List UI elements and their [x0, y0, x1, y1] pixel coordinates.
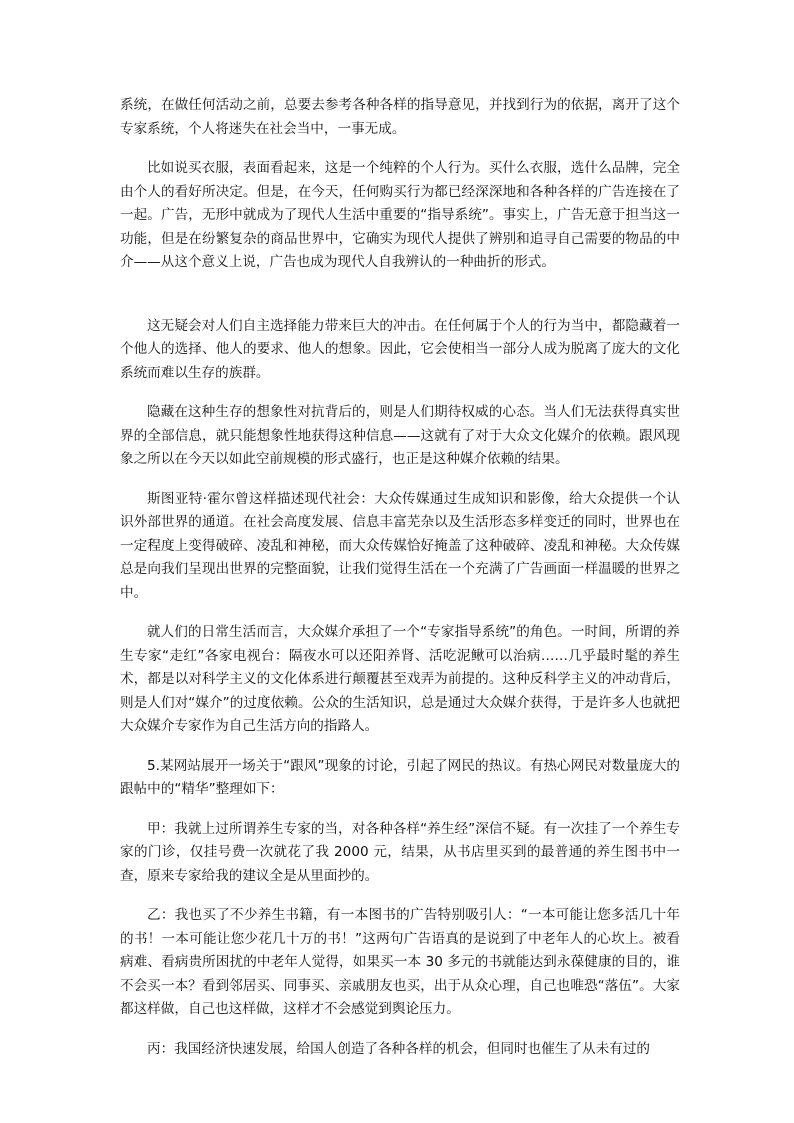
comment-bing: 丙：我国经济快速发展，给国人创造了各种各样的机会，但同时也催生了从未有过的 — [147, 1040, 650, 1057]
comment-yi: 乙：我也买了不少养生书籍，有一本图书的广告特别吸引人：“一本可能让您多活几十年的书！一本可能让您少花几十万的书！”这两句广告语真的是说到了中老年人的心坎上。被看病难、看病贵所困扰的中老年人觉得，如果买一本 30 多元的书就能达到永葆健康的目的，谁不会买一本？看到邻居买、同事买、亲戚朋友也买，出于从众心理，自己也唯恐“落伍”。大家都这样做，自己也这样做，这样才不会感觉到舆论压力。 — [120, 907, 680, 1017]
paragraph-media-experts: 就人们的日常生活而言，大众媒介承担了一个“专家指导系统”的角色。一时间，所谓的养生专家“走红”各家电视台：隔夜水可以还阳养肾、活吃泥鳅可以治病……几乎最时髦的养生术，都是以对科学主义的文化体系进行颠覆甚至戏弄为前提的。这种反科学主义的冲动背后，则是人们对“媒介”的过度依赖。公众的生活知识，总是通过大众媒介获得，于是许多人也就把大众媒介专家作为自己生活方向的指路人。 — [120, 624, 680, 734]
paragraph-continuation: 系统，在做任何活动之前，总要去参考各种各样的指导意见，并找到行为的依据，离开了这个专家系统，个人将迷失在社会当中，一事无成。 — [120, 97, 680, 137]
comment-jia: 甲：我就上过所谓养生专家的当，对各种各样“养生经”深信不疑。有一次挂了一个养生专家的门诊，仅挂号费一次就花了我 2000 元，结果，从书店里买到的最普通的养生图书中一查，原来专家给我的建议全是从里面抄的。 — [120, 820, 680, 884]
paragraph-advertising: 比如说买衣服，表面看起来，这是一个纯粹的个人行为。买什么衣服，选什么品牌，完全由个人的看好所决定。但是，在今天，任何购买行为都已经深深地和各种各样的广告连接在了一起。广告，无形中就成为了现代人生活中重要的“指导系统”。事实上，广告无意于担当这一功能，但是在纷繁复杂的商品世界中，它确实为现代人提供了辨别和追寻自己需要的物品的中介——从这个意义上说，广告也成为现代人自我辨认的一种曲折的形式。 — [120, 160, 680, 270]
document-body — [120, 94, 680, 1061]
question-5: 5.某网站展开一场关于“跟风”现象的讨论，引起了网民的热议。有热心网民对数量庞大的跟帖中的“精华”整理如下： — [120, 757, 680, 797]
paragraph-authority: 隐藏在这种生存的想象性对抗背后的，则是人们期待权威的心态。当人们无法获得真实世界的全部信息，就只能想象性地获得这种信息——这就有了对于大众文化媒介的依赖。跟风现象之所以在今天以如此空前规模的形式盛行，也正是这种媒介依赖的结果。 — [120, 404, 680, 467]
paragraph-stuart-hall: 斯图亚特·霍尔曾这样描述现代社会：大众传媒通过生成知识和影像，给大众提供一个认识外部世界的通道。在社会高度发展、信息丰富芜杂以及生活形态多样变迁的同时，世界也在一定程度上变得破碎、凌乱和神秘，而大众传媒恰好掩盖了这种破碎、凌乱和神秘。大众传媒总是向我们呈现出世界的完整面貌，让我们觉得生活在一个充满了广告画面一样温暖的世界之中。 — [120, 490, 680, 601]
paragraph-choice-impact: 这无疑会对人们自主选择能力带来巨大的冲击。在任何属于个人的行为当中，都隐藏着一个他人的选择、他人的要求、他人的想象。因此，它会使相当一部分人成为脱离了庞大的文化系统而难以生存的族群。 — [120, 317, 680, 381]
